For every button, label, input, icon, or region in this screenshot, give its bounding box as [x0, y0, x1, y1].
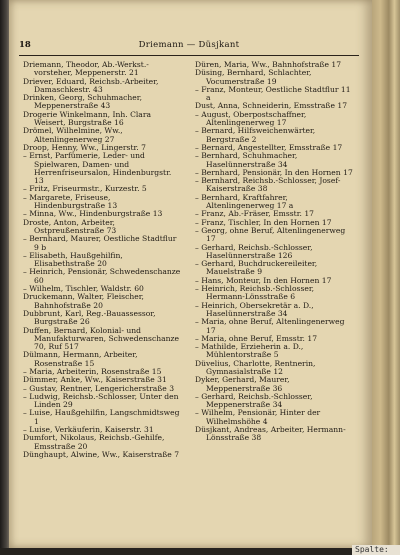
- directory-entry: Driever, Eduard, Reichsb.-Arbeiter, Damaschkestr. 43: [23, 76, 161, 94]
- directory-entry: – August, Oberpostschaffner, Altenlingenerweg 17: [195, 109, 309, 128]
- directory-entry: Düvelius, Charlotte, Rentnerin, Gymnasialstraße 12: [195, 358, 318, 376]
- directory-entry: – Georg, ohne Beruf, Altenlingenerweg 17: [195, 225, 348, 244]
- header-rule: [19, 55, 359, 56]
- book-spine: [0, 0, 9, 555]
- directory-entry: – Maria, Arbeiterin, Rosenstraße 15: [23, 366, 162, 376]
- directory-entry: – Franz, Tischler, In den Hornen 17: [195, 217, 332, 227]
- directory-entry: – Minna, Ww., Hindenburgstraße 13: [23, 209, 163, 219]
- directory-entry: – Gerhard, Buchdruckereileiter, Mauelstraße 9: [195, 259, 320, 277]
- directory-entry: – Luise, Verkäuferin, Kaiserstr. 31: [23, 425, 154, 435]
- directory-entry: – Heinrich, Reichsb.-Schlosser, Hermann-Lönsstraße 6: [195, 284, 317, 302]
- directory-entry: – Hans, Monteur, In den Hornen 17: [195, 275, 332, 285]
- directory-entry: Dumfort, Nikolaus, Reichsb.-Gehilfe, Emsstraße 20: [23, 433, 167, 451]
- bottom-strip: [0, 548, 400, 555]
- directory-entry: – Elisabeth, Haußgehilfin, Elisabethstraße 20: [23, 250, 126, 269]
- directory-entry: – Heinrich, Pensionär, Schwedenschanze 60: [23, 267, 183, 285]
- directory-entry: Droste, Anton, Arbeiter, Ostpreußenstraße 73: [23, 217, 118, 235]
- directory-entry: Dülmann, Hermann, Arbeiter, Rosenstraße 15: [23, 350, 140, 368]
- directory-entry: – Bernard, Hilfsweichenwärter, Bergstraße 2: [195, 126, 318, 144]
- right-column: [195, 61, 353, 443]
- directory-entry: – Bernhard, Kraftfahrer, Altenlingenerweg 17 a: [195, 192, 294, 211]
- directory-entry: Dümmer, Anke, Ww., Kaiserstraße 31: [23, 375, 167, 385]
- directory-entry: – Bernhard, Schuhmacher, Haselünnerstraße 34: [195, 151, 300, 169]
- directory-entry: Drömel, Wilhelmine, Ww., Altenlingenerweg 27: [23, 126, 126, 144]
- directory-entry: – Fritz, Friseurmstr., Kurzestr. 5: [23, 184, 147, 194]
- directory-entry: – Bernhard, Reichsb.-Schlosser, Josef-Kaiserstraße 38: [195, 176, 341, 194]
- directory-entry: Driemann, Theodor, Ab.-Werkst.-vorsteher, Meppenerstr. 21: [23, 60, 149, 78]
- directory-entry: – Heinrich, Obersekretär a. D., Haselünnerstraße 34: [195, 300, 317, 318]
- directory-entry: – Gustav, Rentner, Lengericherstraße 3: [23, 383, 175, 393]
- page-number: 18: [19, 40, 31, 50]
- directory-entry: – Maria, ohne Beruf, Altenlingenerweg 17: [195, 317, 347, 335]
- page-header: [19, 38, 359, 52]
- directory-entry: – Ernst, Parfümerie, Leder- und Spielwaren, Damen- und Herrenfriseursalon, Hindenburgstr. 13: [23, 151, 174, 186]
- directory-entry: – Gerhard, Reichsb.-Schlosser, Meppenerstraße 34: [195, 391, 315, 410]
- directory-entry: – Ludwig, Reichsb.-Schlosser, Unter den Linden 29: [23, 391, 181, 410]
- directory-entry: – Bernhard, Pensionär, In den Hornen 17: [195, 167, 353, 177]
- directory-entry: Düsjkant, Andreas, Arbeiter, Hermann-Lönsstraße 38: [195, 425, 346, 443]
- directory-entry: – Luise, Haußgehilfin, Langschmidtsweg 1: [23, 408, 182, 426]
- directory-entry: Düren, Maria, Ww., Bahnhofstraße 17: [195, 60, 342, 69]
- directory-entry: Drinken, Georg, Schuhmacher, Meppenerstraße 43: [23, 93, 145, 111]
- running-head: Driemann — Düsjkant: [138, 40, 240, 50]
- directory-entry: Drogerie Winkelmann, Inh. Clara Weisert, Burgstraße 16: [23, 109, 154, 128]
- directory-entry: – Wilhelm, Pensionär, Hinter der Wilhelmshöhe 4: [195, 408, 323, 426]
- directory-entry: – Franz, Monteur, Oestliche Stadtflur 11 a: [195, 84, 354, 103]
- directory-entry: Dust, Anna, Schneiderin, Emsstraße 17: [195, 101, 348, 111]
- directory-entry: Dyker, Gerhard, Maurer, Meppenerstraße 36: [195, 375, 292, 393]
- directory-entry: – Margarete, Friseuse, Hindenburgstraße 13: [23, 192, 118, 211]
- left-column: [23, 61, 181, 459]
- directory-entry: – Bernard, Angestellter, Emsstraße 17: [195, 142, 343, 152]
- directory-page: [9, 0, 372, 548]
- directory-entry: – Mathilde, Erzieherin a. D., Mühlentorstraße 5: [195, 342, 306, 360]
- directory-entry: – Gerhard, Reichsb.-Schlosser, Haselünnerstraße 126: [195, 242, 315, 260]
- directory-entry: – Bernhard, Maurer, Oestliche Stadtflur 9 b: [23, 234, 179, 252]
- directory-entry: Düsing, Bernhard, Schlachter, Vocumerstraße 19: [195, 68, 314, 86]
- column-tab-label: Spalte:: [352, 545, 400, 555]
- directory-entry: – Maria, ohne Beruf, Emsstr. 17: [195, 333, 318, 343]
- directory-entry: – Wilhelm, Tischler, Waldstr. 60: [23, 284, 144, 294]
- page-stack-edge: [372, 0, 400, 555]
- directory-entry: Dubbrunt, Karl, Reg.-Bauassessor, Burgstraße 26: [23, 308, 158, 327]
- directory-entry: Druckemann, Walter, Fleischer, Bahnhofstraße 20: [23, 292, 147, 310]
- directory-entry: Droop, Henny, Ww., Lingerstr. 7: [23, 142, 146, 152]
- directory-entry: Duffen, Bernard, Kolonial- und Manufakturwaren, Schwedenschanze 70, Ruf 517: [23, 325, 182, 352]
- directory-entry: – Franz, Ab.-Fräser, Emsstr. 17: [195, 209, 314, 219]
- directory-entry: Dünghaupt, Alwine, Ww., Kaiserstraße 7: [23, 449, 180, 459]
